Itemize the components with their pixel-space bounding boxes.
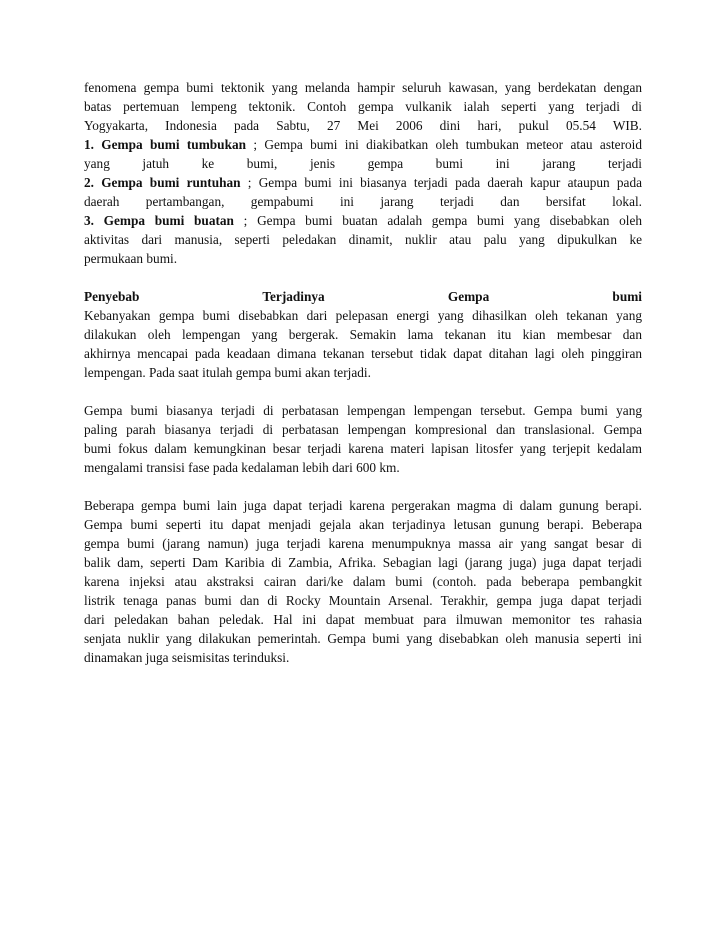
- spacer: [84, 268, 642, 287]
- paragraph-line: senjata nuklir yang dilakukan pemerintah. Gempa bumi yang disebabkan oleh manusia seperti ini: [84, 631, 642, 646]
- paragraph-line: dari peledakan bahan peledak. Hal ini dapat membuat para ilmuwan memonitor tes rahasia: [84, 612, 642, 627]
- type-item-2-continued: daerah pertambangan, gempabumi ini jarang terjadi dan bersifat lokal.: [84, 194, 642, 209]
- paragraph-line: paling parah biasanya terjadi di perbatasan lempengan kompresional dan translasional. Gempa: [84, 422, 642, 437]
- document-page: [84, 78, 642, 667]
- type-item-1: [84, 135, 642, 154]
- intro-line: Yogyakarta, Indonesia pada Sabtu, 27 Mei 2006 dini hari, pukul 05.54 WIB.: [84, 118, 642, 133]
- type-description: ; Gempa bumi ini biasanya terjadi pada daerah kapur ataupun pada: [240, 175, 643, 190]
- spacer: [84, 477, 642, 496]
- paragraph-line: Gempa bumi seperti itu dapat menjadi gejala akan terjadinya letusan gunung berapi. Beberapa: [84, 517, 642, 532]
- paragraph-line: dilakukan oleh lempengan yang bergerak. Semakin lama tekanan itu kian membesar dan: [84, 327, 642, 342]
- paragraph-line: karena injeksi atau akstraksi cairan dari/ke dalam bumi (contoh. pada beberapa pembangkit: [84, 574, 642, 589]
- paragraph-line: bumi fokus dalam kemungkinan besar terjadi karena materi lapisan litosfer yang terjepit kedalam: [84, 441, 642, 456]
- paragraph-3: [84, 496, 642, 667]
- type-title: 1. Gempa bumi tumbukan: [84, 137, 247, 152]
- paragraph-line: lempengan. Pada saat itulah gempa bumi akan terjadi.: [84, 365, 371, 380]
- intro-line: batas pertemuan lempeng tektonik. Contoh gempa vulkanik ialah seperti yang terjadi di: [84, 99, 642, 114]
- paragraph-line: Kebanyakan gempa bumi disebabkan dari pelepasan energi yang dihasilkan oleh tekanan yang: [84, 308, 642, 323]
- section-heading-text: Penyebab Terjadinya Gempa bumi: [84, 289, 642, 304]
- paragraph-2: [84, 401, 642, 477]
- paragraph-line: balik dam, seperti Dam Karibia di Zambia, Afrika. Sebagian lagi (jarang juga) juga dapat terjadi: [84, 555, 642, 570]
- type-item-3-continued: aktivitas dari manusia, seperti peledakan dinamit, nuklir atau palu yang dipukulkan ke: [84, 232, 642, 247]
- paragraph-line: mengalami transisi fase pada kedalaman lebih dari 600 km.: [84, 460, 400, 475]
- earthquake-type-list: [84, 135, 642, 268]
- paragraph-line: dinamakan juga seismisitas terinduksi.: [84, 650, 290, 665]
- type-description: ; Gempa bumi buatan adalah gempa bumi yang disebabkan oleh: [233, 213, 642, 228]
- paragraph-line: listrik tenaga panas bumi dan di Rocky Mountain Arsenal. Terakhir, gempa juga dapat terjadi: [84, 593, 642, 608]
- type-item-1-continued: yang jatuh ke bumi, jenis gempa bumi ini jarang terjadi: [84, 156, 642, 171]
- intro-line: fenomena gempa bumi tektonik yang melanda hampir seluruh kawasan, yang berdekatan dengan: [84, 80, 642, 95]
- type-item-2: [84, 173, 642, 192]
- paragraph-1: [84, 306, 642, 382]
- intro-paragraph: [84, 78, 642, 135]
- paragraph-line: akhirnya mencapai pada keadaan dimana tekanan tersebut tidak dapat ditahan lagi oleh pinggiran: [84, 346, 642, 361]
- spacer: [84, 382, 642, 401]
- section-heading: [84, 287, 642, 306]
- paragraph-line: Gempa bumi biasanya terjadi di perbatasan lempengan lempengan tersebut. Gempa bumi yang: [84, 403, 642, 418]
- type-description: ; Gempa bumi ini diakibatkan oleh tumbukan meteor atau asteroid: [246, 137, 643, 152]
- paragraph-line: Beberapa gempa bumi lain juga dapat terjadi karena pergerakan magma di dalam gunung berapi.: [84, 498, 642, 513]
- type-title: 2. Gempa bumi runtuhan: [84, 175, 241, 190]
- paragraph-line: gempa bumi (jarang namun) juga terjadi karena menumpuknya massa air yang sangat besar di: [84, 536, 642, 551]
- type-title: 3. Gempa bumi buatan: [84, 213, 234, 228]
- type-item-3-continued: permukaan bumi.: [84, 251, 178, 266]
- type-item-3: [84, 211, 642, 230]
